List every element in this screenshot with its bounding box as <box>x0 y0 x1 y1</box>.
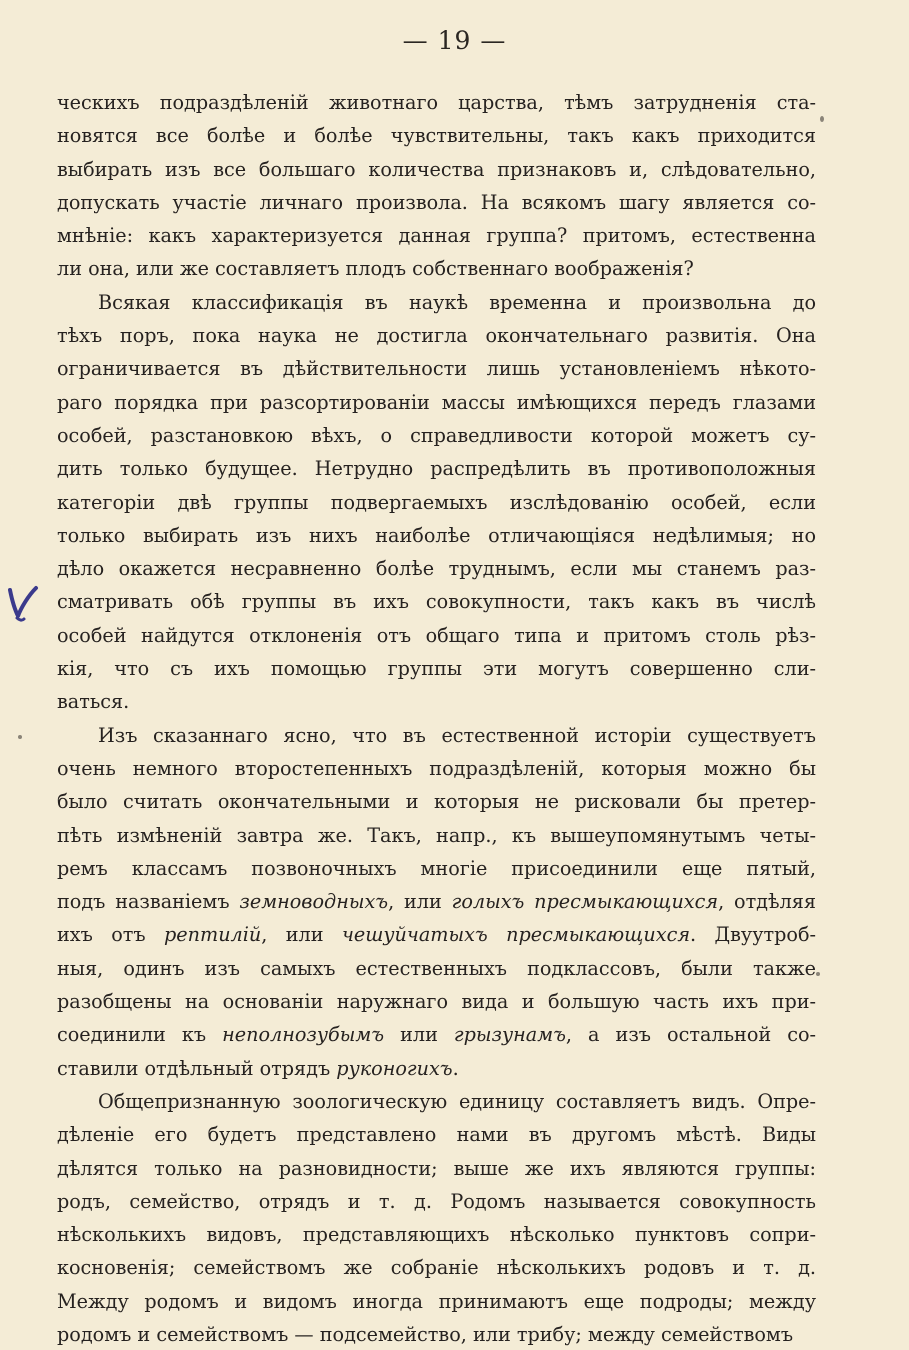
margin-checkmark-icon <box>6 584 42 624</box>
text-line: кія, что съ ихъ помощью группы эти могутъ совершенно сли- <box>57 657 816 681</box>
text-line: ремъ классамъ позвоночныхъ многіе присоединили еще пятый, <box>57 856 816 880</box>
text-line: особей найдутся отклоненія отъ общаго типа и притомъ столь рѣз- <box>57 623 816 647</box>
text-line: сматривать обѣ группы въ ихъ совокупности, такъ какъ въ числѣ <box>57 590 816 614</box>
text-line: дить только будущее. Нетрудно распредѣлить въ противоположныя <box>57 457 816 481</box>
text-line: допускать участіе личнаго произвола. На всякомъ шагу является со- <box>57 190 816 214</box>
paragraph <box>57 86 816 286</box>
text-line: было считать окончательными и которыя не рисковали бы претер- <box>57 790 816 814</box>
italic-term: голыхъ пресмыкающихся <box>451 890 719 914</box>
text-line: ихъ отъ рептилій, или чешуйчатыхъ пресмыкающихся. Двуутроб- <box>57 923 816 947</box>
text-line: тѣхъ поръ, пока наука не достигла окончательнаго развитія. Она <box>57 324 816 348</box>
text-line: категоріи двѣ группы подвергаемыхъ изслѣдованію особей, если <box>57 490 816 514</box>
paragraph <box>57 719 816 1085</box>
text-line: очень немного второстепенныхъ подраздѣленій, которыя можно бы <box>57 756 816 780</box>
text-line: особей, разстановкою вѣхъ, о справедливости которой можетъ су- <box>57 423 816 447</box>
text-line: соединили къ неполнозубымъ или грызунамъ, а изъ остальной со- <box>57 1023 816 1047</box>
italic-term: грызунамъ <box>453 1023 566 1047</box>
italic-term: руконогихъ <box>336 1056 453 1080</box>
text-line: только выбирать изъ нихъ наиболѣе отличающіяся недѣлимыя; но <box>57 523 816 547</box>
body-text <box>57 86 816 1350</box>
paragraph <box>57 286 816 719</box>
text-line: мнѣніе: какъ характеризуется данная группа? притомъ, естественна <box>57 224 816 248</box>
text-line: дѣленіе его будетъ представлено нами въ другомъ мѣстѣ. Виды <box>57 1123 816 1147</box>
text-line: ставили отдѣльный отрядъ руконогихъ. <box>57 1056 459 1080</box>
text-line: родъ, семейство, отрядъ и т. д. Родомъ называется совокупность <box>57 1189 816 1213</box>
italic-term: чешуйчатыхъ пресмыкающихся <box>341 923 691 947</box>
paper-speck <box>816 972 820 976</box>
text-line: дѣлятся только на разновидности; выше же ихъ являются группы: <box>57 1156 816 1180</box>
text-line: ныя, одинъ изъ самыхъ естественныхъ подклассовъ, были также <box>57 956 816 980</box>
text-line: подъ названіемъ земноводныхъ, или голыхъ пресмыкающихся, отдѣляя <box>57 890 816 914</box>
text-line: раго порядка при разсортированіи массы имѣющихся передъ глазами <box>57 390 816 414</box>
text-line: родомъ и семействомъ — подсемейство, или трибу; между семействомъ <box>57 1322 794 1346</box>
text-line: выбирать изъ все большаго количества признаковъ и, слѣдовательно, <box>57 157 816 181</box>
text-line: пѣть измѣненій завтра же. Такъ, напр., къ вышеупомянутымъ четы- <box>57 823 816 847</box>
page-number: — 19 — <box>402 26 507 55</box>
text-line: ли она, или же составляетъ плодъ собственнаго воображенія? <box>57 257 694 281</box>
text-line: Всякая классификація въ наукѣ временна и произвольна до <box>98 290 816 314</box>
text-line: косновенія; семействомъ же собраніе нѣсколькихъ родовъ и т. д. <box>57 1256 816 1280</box>
text-line: ограничивается въ дѣйствительности лишь установленіемъ нѣкото- <box>57 357 816 381</box>
italic-term: рептилій <box>164 923 262 947</box>
paper-speck <box>820 116 824 122</box>
text-line: Изъ сказаннаго ясно, что въ естественной исторіи существуетъ <box>98 723 816 747</box>
text-line: ческихъ подраздѣленій животнаго царства, тѣмъ затрудненія ста- <box>57 91 816 114</box>
text-line: ваться. <box>57 690 130 714</box>
italic-term: неполнозубымъ <box>222 1023 385 1047</box>
paper-speck <box>18 735 22 739</box>
text-line: Между родомъ и видомъ иногда принимаютъ еще подроды; между <box>57 1289 816 1313</box>
text-line: разобщены на основаніи наружнаго вида и большую часть ихъ при- <box>57 990 816 1014</box>
paragraph <box>57 1085 816 1350</box>
text-line: Общепризнанную зоологическую единицу составляетъ видъ. Опре- <box>98 1089 816 1113</box>
italic-term: земноводныхъ <box>239 890 389 914</box>
text-line: нѣсколькихъ видовъ, представляющихъ нѣсколько пунктовъ сопри- <box>57 1223 816 1247</box>
text-line: дѣло окажется несравненно болѣе труднымъ, если мы станемъ раз- <box>57 557 816 581</box>
text-line: новятся все болѣе и болѣе чувствительны, такъ какъ приходится <box>57 124 816 148</box>
